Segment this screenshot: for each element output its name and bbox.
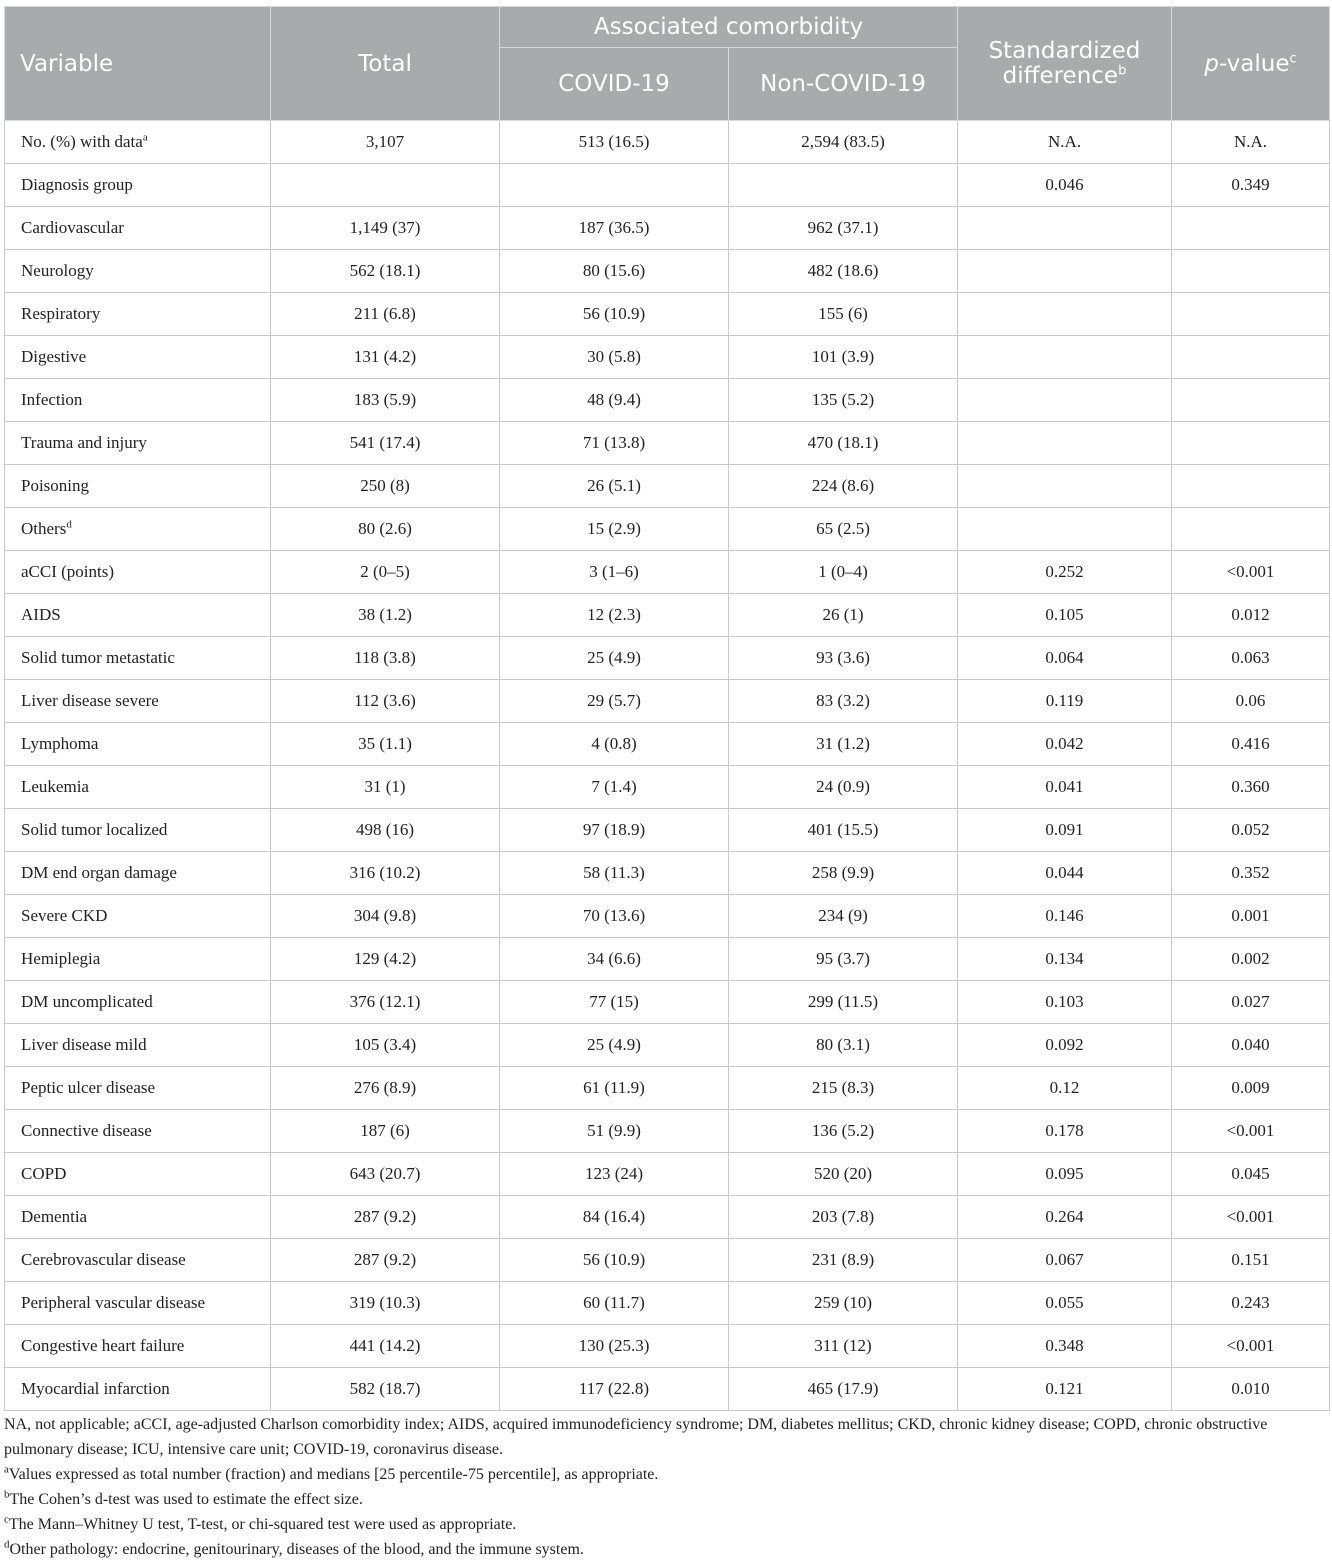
std-diff-cell: 0.264	[958, 1196, 1172, 1239]
non-covid-cell: 311 (12)	[729, 1325, 958, 1368]
variable-label: Cardiovascular	[21, 218, 124, 237]
total-cell: 287 (9.2)	[271, 1239, 500, 1282]
total-cell: 31 (1)	[271, 766, 500, 809]
std-diff-cell: 0.044	[958, 852, 1172, 895]
p-value-cell: <0.001	[1172, 1110, 1330, 1153]
header-std-line2: difference	[1002, 62, 1119, 89]
std-diff-cell	[958, 422, 1172, 465]
variable-label: No. (%) with data	[21, 132, 143, 151]
total-cell: 1,149 (37)	[271, 207, 500, 250]
std-diff-cell	[958, 465, 1172, 508]
variable-label: Peripheral vascular disease	[21, 1293, 206, 1312]
covid-cell: 25 (4.9)	[500, 637, 729, 680]
header-variable: Variable	[5, 7, 271, 121]
p-value-cell: 0.002	[1172, 938, 1330, 981]
variable-label: Liver disease mild	[21, 1035, 147, 1054]
variable-label: Liver disease severe	[21, 691, 159, 710]
non-covid-cell: 135 (5.2)	[729, 379, 958, 422]
p-value-cell	[1172, 293, 1330, 336]
total-cell: 118 (3.8)	[271, 637, 500, 680]
variable-cell	[5, 164, 271, 207]
variable-cell	[5, 1196, 271, 1239]
non-covid-cell: 31 (1.2)	[729, 723, 958, 766]
std-diff-cell	[958, 336, 1172, 379]
p-value-cell: <0.001	[1172, 551, 1330, 594]
total-cell: 3,107	[271, 121, 500, 164]
table-row	[5, 637, 1330, 680]
non-covid-cell: 80 (3.1)	[729, 1024, 958, 1067]
covid-cell: 25 (4.9)	[500, 1024, 729, 1067]
p-value-cell: N.A.	[1172, 121, 1330, 164]
covid-cell: 77 (15)	[500, 981, 729, 1024]
p-value-cell: 0.027	[1172, 981, 1330, 1024]
covid-cell: 60 (11.7)	[500, 1282, 729, 1325]
std-diff-cell: 0.146	[958, 895, 1172, 938]
table-row	[5, 766, 1330, 809]
table-row	[5, 551, 1330, 594]
std-diff-cell	[958, 250, 1172, 293]
non-covid-cell: 401 (15.5)	[729, 809, 958, 852]
total-cell: 319 (10.3)	[271, 1282, 500, 1325]
table-row	[5, 938, 1330, 981]
footnote-a-mark: a	[4, 1463, 9, 1476]
variable-label: Solid tumor localized	[21, 820, 168, 839]
footnote-c-mark: c	[4, 1513, 9, 1526]
total-cell: 441 (14.2)	[271, 1325, 500, 1368]
p-value-cell: <0.001	[1172, 1196, 1330, 1239]
covid-cell: 29 (5.7)	[500, 680, 729, 723]
non-covid-cell: 231 (8.9)	[729, 1239, 958, 1282]
variable-label: Poisoning	[21, 476, 90, 495]
header-p-value	[1172, 7, 1330, 121]
variable-cell	[5, 680, 271, 723]
p-value-cell: 0.243	[1172, 1282, 1330, 1325]
total-cell: 498 (16)	[271, 809, 500, 852]
p-value-cell: <0.001	[1172, 1325, 1330, 1368]
table-row	[5, 1110, 1330, 1153]
variable-cell	[5, 1067, 271, 1110]
variable-cell	[5, 207, 271, 250]
covid-cell: 84 (16.4)	[500, 1196, 729, 1239]
table-row	[5, 1153, 1330, 1196]
p-value-cell	[1172, 422, 1330, 465]
table-row	[5, 508, 1330, 551]
table-row	[5, 1239, 1330, 1282]
variable-cell	[5, 594, 271, 637]
non-covid-cell: 234 (9)	[729, 895, 958, 938]
total-cell: 316 (10.2)	[271, 852, 500, 895]
variable-cell	[5, 465, 271, 508]
total-cell: 35 (1.1)	[271, 723, 500, 766]
variable-cell	[5, 1110, 271, 1153]
std-diff-cell: 0.178	[958, 1110, 1172, 1153]
table-row	[5, 680, 1330, 723]
variable-cell	[5, 1024, 271, 1067]
table-row	[5, 207, 1330, 250]
variable-cell	[5, 1368, 271, 1411]
footnote-d-mark: d	[4, 1538, 10, 1551]
variable-label: Digestive	[21, 347, 87, 366]
table-row	[5, 809, 1330, 852]
table-row	[5, 594, 1330, 637]
std-diff-cell	[958, 207, 1172, 250]
table-row	[5, 1024, 1330, 1067]
total-cell: 105 (3.4)	[271, 1024, 500, 1067]
variable-label: Myocardial infarction	[21, 1379, 170, 1398]
std-diff-cell: 0.041	[958, 766, 1172, 809]
covid-cell: 48 (9.4)	[500, 379, 729, 422]
footnote-marker: d	[66, 518, 72, 531]
total-cell: 2 (0–5)	[271, 551, 500, 594]
variable-label: Leukemia	[21, 777, 89, 796]
p-value-cell	[1172, 207, 1330, 250]
std-diff-cell: 0.105	[958, 594, 1172, 637]
non-covid-cell: 259 (10)	[729, 1282, 958, 1325]
table-row	[5, 379, 1330, 422]
variable-label: Others	[21, 519, 67, 538]
total-cell: 287 (9.2)	[271, 1196, 500, 1239]
variable-label: COPD	[21, 1164, 67, 1183]
covid-cell: 30 (5.8)	[500, 336, 729, 379]
p-value-cell: 0.009	[1172, 1067, 1330, 1110]
covid-cell	[500, 164, 729, 207]
table-row	[5, 1196, 1330, 1239]
variable-label: AIDS	[21, 605, 61, 624]
table-row	[5, 895, 1330, 938]
non-covid-cell: 83 (3.2)	[729, 680, 958, 723]
std-diff-cell: 0.12	[958, 1067, 1172, 1110]
total-cell: 112 (3.6)	[271, 680, 500, 723]
variable-label: Hemiplegia	[21, 949, 101, 968]
variable-label: Respiratory	[21, 304, 101, 323]
p-value-cell	[1172, 336, 1330, 379]
table-row	[5, 293, 1330, 336]
non-covid-cell: 215 (8.3)	[729, 1067, 958, 1110]
variable-label: Lymphoma	[21, 734, 99, 753]
non-covid-cell: 93 (3.6)	[729, 637, 958, 680]
std-diff-cell: 0.348	[958, 1325, 1172, 1368]
non-covid-cell: 101 (3.9)	[729, 336, 958, 379]
covid-cell: 34 (6.6)	[500, 938, 729, 981]
variable-label: Severe CKD	[21, 906, 108, 925]
std-diff-cell: 0.095	[958, 1153, 1172, 1196]
covid-cell: 513 (16.5)	[500, 121, 729, 164]
covid-cell: 187 (36.5)	[500, 207, 729, 250]
variable-cell	[5, 250, 271, 293]
total-cell: 183 (5.9)	[271, 379, 500, 422]
total-cell: 376 (12.1)	[271, 981, 500, 1024]
total-cell: 276 (8.9)	[271, 1067, 500, 1110]
std-diff-cell: 0.055	[958, 1282, 1172, 1325]
header-p-sup: c	[1289, 50, 1297, 66]
variable-cell	[5, 895, 271, 938]
table-row	[5, 422, 1330, 465]
non-covid-cell: 962 (37.1)	[729, 207, 958, 250]
variable-label: Neurology	[21, 261, 94, 280]
table-row	[5, 852, 1330, 895]
variable-label: Congestive heart failure	[21, 1336, 185, 1355]
std-diff-cell: 0.064	[958, 637, 1172, 680]
non-covid-cell: 136 (5.2)	[729, 1110, 958, 1153]
variable-cell	[5, 1239, 271, 1282]
variable-cell	[5, 508, 271, 551]
table-row	[5, 981, 1330, 1024]
non-covid-cell: 155 (6)	[729, 293, 958, 336]
header-total: Total	[271, 7, 500, 121]
covid-cell: 130 (25.3)	[500, 1325, 729, 1368]
covid-cell: 56 (10.9)	[500, 1239, 729, 1282]
std-diff-cell: 0.092	[958, 1024, 1172, 1067]
p-value-cell: 0.349	[1172, 164, 1330, 207]
p-value-cell: 0.352	[1172, 852, 1330, 895]
variable-cell	[5, 938, 271, 981]
p-value-cell: 0.001	[1172, 895, 1330, 938]
total-cell: 304 (9.8)	[271, 895, 500, 938]
variable-label: aCCI (points)	[21, 562, 115, 581]
header-standardized-difference	[958, 7, 1172, 121]
variable-label: Dementia	[21, 1207, 88, 1226]
footnote-c	[4, 1512, 1329, 1537]
total-cell: 187 (6)	[271, 1110, 500, 1153]
non-covid-cell: 299 (11.5)	[729, 981, 958, 1024]
header-std-line1: Standardized	[988, 37, 1141, 64]
p-value-cell: 0.045	[1172, 1153, 1330, 1196]
variable-cell	[5, 852, 271, 895]
std-diff-cell: 0.091	[958, 809, 1172, 852]
variable-cell	[5, 336, 271, 379]
variable-cell	[5, 809, 271, 852]
covid-cell: 58 (11.3)	[500, 852, 729, 895]
variable-cell	[5, 1282, 271, 1325]
variable-label: DM end organ damage	[21, 863, 177, 882]
header-p-rest: -value	[1218, 50, 1290, 77]
total-cell: 38 (1.2)	[271, 594, 500, 637]
total-cell: 250 (8)	[271, 465, 500, 508]
p-value-cell: 0.012	[1172, 594, 1330, 637]
variable-cell	[5, 637, 271, 680]
non-covid-cell: 2,594 (83.5)	[729, 121, 958, 164]
table-row	[5, 1368, 1330, 1411]
variable-label: Cerebrovascular disease	[21, 1250, 186, 1269]
variable-cell	[5, 422, 271, 465]
p-value-cell: 0.010	[1172, 1368, 1330, 1411]
footnote-d	[4, 1537, 1329, 1562]
non-covid-cell: 482 (18.6)	[729, 250, 958, 293]
table-row	[5, 336, 1330, 379]
footnote-abbreviations: NA, not applicable; aCCI, age-adjusted Charlson comorbidity index; AIDS, acquired immunodeficiency syndrome; DM, diabetes mellitus; CKD, chronic kidney disease; COPD, chronic obstructive pulmonary disease; ICU, intensive care unit; COVID-19, coronavirus disease.	[4, 1416, 1268, 1458]
total-cell: 582 (18.7)	[271, 1368, 500, 1411]
header-covid: COVID-19	[500, 48, 729, 121]
non-covid-cell: 65 (2.5)	[729, 508, 958, 551]
variable-cell	[5, 551, 271, 594]
p-value-cell: 0.151	[1172, 1239, 1330, 1282]
covid-cell: 97 (18.9)	[500, 809, 729, 852]
p-value-cell	[1172, 508, 1330, 551]
total-cell: 129 (4.2)	[271, 938, 500, 981]
header-p-italic: p	[1204, 50, 1219, 77]
std-diff-cell: 0.046	[958, 164, 1172, 207]
non-covid-cell: 1 (0–4)	[729, 551, 958, 594]
table-row	[5, 1325, 1330, 1368]
variable-label: Solid tumor metastatic	[21, 648, 175, 667]
covid-cell: 51 (9.9)	[500, 1110, 729, 1153]
std-diff-cell: 0.252	[958, 551, 1172, 594]
table-row	[5, 1282, 1330, 1325]
covid-cell: 12 (2.3)	[500, 594, 729, 637]
variable-label: DM uncomplicated	[21, 992, 153, 1011]
std-diff-cell: 0.134	[958, 938, 1172, 981]
covid-cell: 123 (24)	[500, 1153, 729, 1196]
total-cell: 562 (18.1)	[271, 250, 500, 293]
non-covid-cell: 465 (17.9)	[729, 1368, 958, 1411]
non-covid-cell: 203 (7.8)	[729, 1196, 958, 1239]
table-row	[5, 465, 1330, 508]
total-cell: 80 (2.6)	[271, 508, 500, 551]
variable-cell	[5, 766, 271, 809]
total-cell: 643 (20.7)	[271, 1153, 500, 1196]
table-row	[5, 1067, 1330, 1110]
variable-label: Infection	[21, 390, 83, 409]
table-header	[5, 7, 1330, 121]
footnote-c-text: The Mann–Whitney U test, T-test, or chi-squared test were used as appropriate.	[8, 1516, 517, 1533]
footnote-a-text: Values expressed as total number (fraction) and medians [25 percentile-75 percentile], as appropriate.	[8, 1466, 659, 1483]
header-associated-comorbidity: Associated comorbidity	[500, 7, 958, 48]
footnotes	[4, 1412, 1329, 1562]
variable-label: Connective disease	[21, 1121, 152, 1140]
non-covid-cell: 470 (18.1)	[729, 422, 958, 465]
non-covid-cell: 24 (0.9)	[729, 766, 958, 809]
p-value-cell: 0.06	[1172, 680, 1330, 723]
std-diff-cell	[958, 508, 1172, 551]
std-diff-cell: 0.103	[958, 981, 1172, 1024]
non-covid-cell	[729, 164, 958, 207]
variable-label: Peptic ulcer disease	[21, 1078, 156, 1097]
p-value-cell: 0.040	[1172, 1024, 1330, 1067]
std-diff-cell	[958, 293, 1172, 336]
p-value-cell	[1172, 379, 1330, 422]
variable-label: Diagnosis group	[21, 175, 133, 194]
table-row	[5, 121, 1330, 164]
std-diff-cell: 0.119	[958, 680, 1172, 723]
p-value-cell: 0.052	[1172, 809, 1330, 852]
header-std-sup: b	[1118, 62, 1127, 78]
covid-cell: 7 (1.4)	[500, 766, 729, 809]
variable-cell	[5, 981, 271, 1024]
std-diff-cell	[958, 379, 1172, 422]
non-covid-cell: 258 (9.9)	[729, 852, 958, 895]
total-cell: 131 (4.2)	[271, 336, 500, 379]
non-covid-cell: 224 (8.6)	[729, 465, 958, 508]
variable-cell	[5, 1325, 271, 1368]
variable-cell	[5, 1153, 271, 1196]
comorbidity-table	[4, 6, 1330, 1411]
covid-cell: 56 (10.9)	[500, 293, 729, 336]
covid-cell: 70 (13.6)	[500, 895, 729, 938]
table-row	[5, 723, 1330, 766]
covid-cell: 4 (0.8)	[500, 723, 729, 766]
non-covid-cell: 26 (1)	[729, 594, 958, 637]
p-value-cell: 0.063	[1172, 637, 1330, 680]
table-body	[5, 121, 1330, 1411]
non-covid-cell: 95 (3.7)	[729, 938, 958, 981]
footnote-b-text: The Cohen’s d-test was used to estimate the effect size.	[9, 1491, 363, 1508]
footnote-marker: a	[142, 131, 148, 144]
covid-cell: 80 (15.6)	[500, 250, 729, 293]
std-diff-cell: 0.042	[958, 723, 1172, 766]
p-value-cell	[1172, 465, 1330, 508]
footnote-d-text: Other pathology: endocrine, genitourinary, diseases of the blood, and the immune system.	[9, 1541, 584, 1558]
std-diff-cell: 0.067	[958, 1239, 1172, 1282]
variable-cell	[5, 723, 271, 766]
table-container	[4, 6, 1329, 1411]
std-diff-cell: 0.121	[958, 1368, 1172, 1411]
p-value-cell	[1172, 250, 1330, 293]
total-cell	[271, 164, 500, 207]
p-value-cell: 0.416	[1172, 723, 1330, 766]
non-covid-cell: 520 (20)	[729, 1153, 958, 1196]
footnote-a	[4, 1462, 1329, 1487]
footnote-b	[4, 1487, 1329, 1512]
total-cell: 211 (6.8)	[271, 293, 500, 336]
header-non-covid: Non-COVID-19	[729, 48, 958, 121]
variable-label: Trauma and injury	[21, 433, 147, 452]
table-row	[5, 164, 1330, 207]
covid-cell: 71 (13.8)	[500, 422, 729, 465]
covid-cell: 117 (22.8)	[500, 1368, 729, 1411]
std-diff-cell: N.A.	[958, 121, 1172, 164]
covid-cell: 15 (2.9)	[500, 508, 729, 551]
table-row	[5, 250, 1330, 293]
p-value-cell: 0.360	[1172, 766, 1330, 809]
variable-cell	[5, 121, 271, 164]
covid-cell: 3 (1–6)	[500, 551, 729, 594]
total-cell: 541 (17.4)	[271, 422, 500, 465]
variable-cell	[5, 379, 271, 422]
footnote-b-mark: b	[4, 1488, 10, 1501]
covid-cell: 61 (11.9)	[500, 1067, 729, 1110]
covid-cell: 26 (5.1)	[500, 465, 729, 508]
variable-cell	[5, 293, 271, 336]
